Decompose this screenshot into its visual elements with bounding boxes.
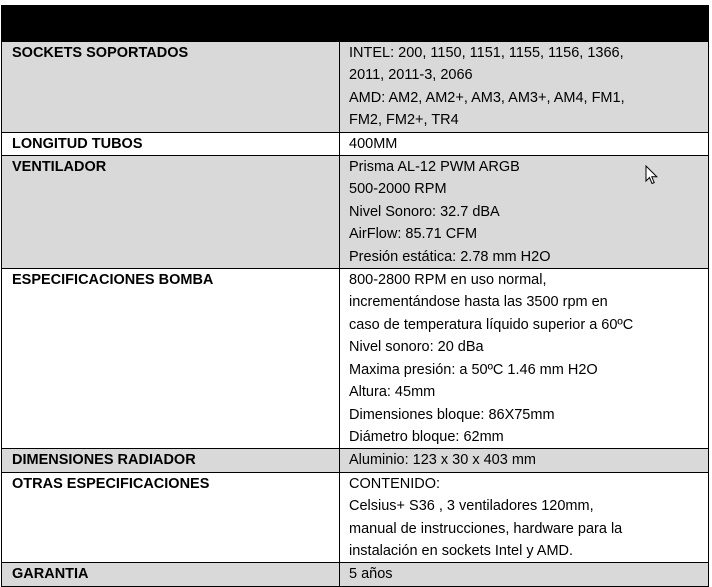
spec-value-line: 2011, 2011-3, 2066	[349, 67, 473, 84]
spec-value-line: 800-2800 RPM en uso normal,	[349, 272, 547, 289]
spec-label: OTRAS ESPECIFICACIONES	[2, 472, 340, 563]
spec-value-line: manual de instrucciones, hardware para la	[349, 520, 623, 537]
spec-value	[340, 269, 709, 449]
table-row	[2, 156, 709, 269]
spec-label: LONGITUD TUBOS	[2, 132, 340, 155]
table-row	[2, 449, 709, 472]
spec-value-line: AirFlow: 85.71 CFM	[349, 226, 478, 243]
spec-value-line: Maxima presión: a 50ºC 1.46 mm H2O	[349, 361, 598, 378]
spec-value-line: FM2, FM2+, TR4	[349, 112, 459, 129]
spec-value-line: instalación en sockets Intel y AMD.	[349, 542, 574, 559]
spec-label: SOCKETS SOPORTADOS	[2, 42, 340, 133]
table-row	[2, 42, 709, 133]
table-row	[2, 472, 709, 563]
spec-value	[340, 472, 709, 563]
spec-value-line: Nivel Sonoro: 32.7 dBA	[349, 203, 500, 220]
spec-table-body	[2, 42, 709, 587]
spec-value-line: incrementándose hasta las 3500 rpm en	[349, 294, 608, 311]
spec-value-line: Prisma AL-12 PWM ARGB	[349, 159, 520, 176]
spec-value	[340, 449, 709, 472]
spec-value-line: Celsius+ S36 , 3 ventiladores 120mm,	[349, 498, 594, 515]
spec-value-line: Dimensiones bloque: 86X75mm	[349, 406, 555, 423]
spec-value-line: 400MM	[349, 135, 398, 152]
table-header-bar	[1, 5, 709, 41]
spec-table	[1, 41, 709, 587]
spec-label: ESPECIFICACIONES BOMBA	[2, 269, 340, 449]
spec-label: VENTILADOR	[2, 156, 340, 269]
table-row	[2, 563, 709, 586]
spec-value-line: AMD: AM2, AM2+, AM3, AM3+, AM4, FM1,	[349, 89, 625, 106]
spec-value-line: Altura: 45mm	[349, 384, 436, 401]
spec-value-line: caso de temperatura líquido superior a 60ºC	[349, 316, 634, 333]
spec-value-line: INTEL: 200, 1150, 1151, 1155, 1156, 1366,	[349, 45, 624, 61]
spec-value	[340, 42, 709, 133]
spec-value-line: CONTENIDO:	[349, 475, 441, 492]
table-row	[2, 269, 709, 449]
spec-sheet	[1, 5, 709, 587]
spec-value-line: Nivel sonoro: 20 dBa	[349, 339, 484, 356]
spec-value	[340, 563, 709, 586]
table-row	[2, 132, 709, 155]
spec-value-line: Aluminio: 123 x 30 x 403 mm	[349, 452, 536, 469]
spec-value-line: 5 años	[349, 566, 393, 583]
spec-label: DIMENSIONES RADIADOR	[2, 449, 340, 472]
spec-value-line: Diámetro bloque: 62mm	[349, 428, 504, 445]
arrow-cursor-icon	[645, 165, 659, 185]
spec-value-line: Presión estática: 2.78 mm H2O	[349, 248, 551, 265]
spec-value	[340, 132, 709, 155]
spec-label: GARANTIA	[2, 563, 340, 586]
spec-value-line: 500-2000 RPM	[349, 181, 447, 198]
